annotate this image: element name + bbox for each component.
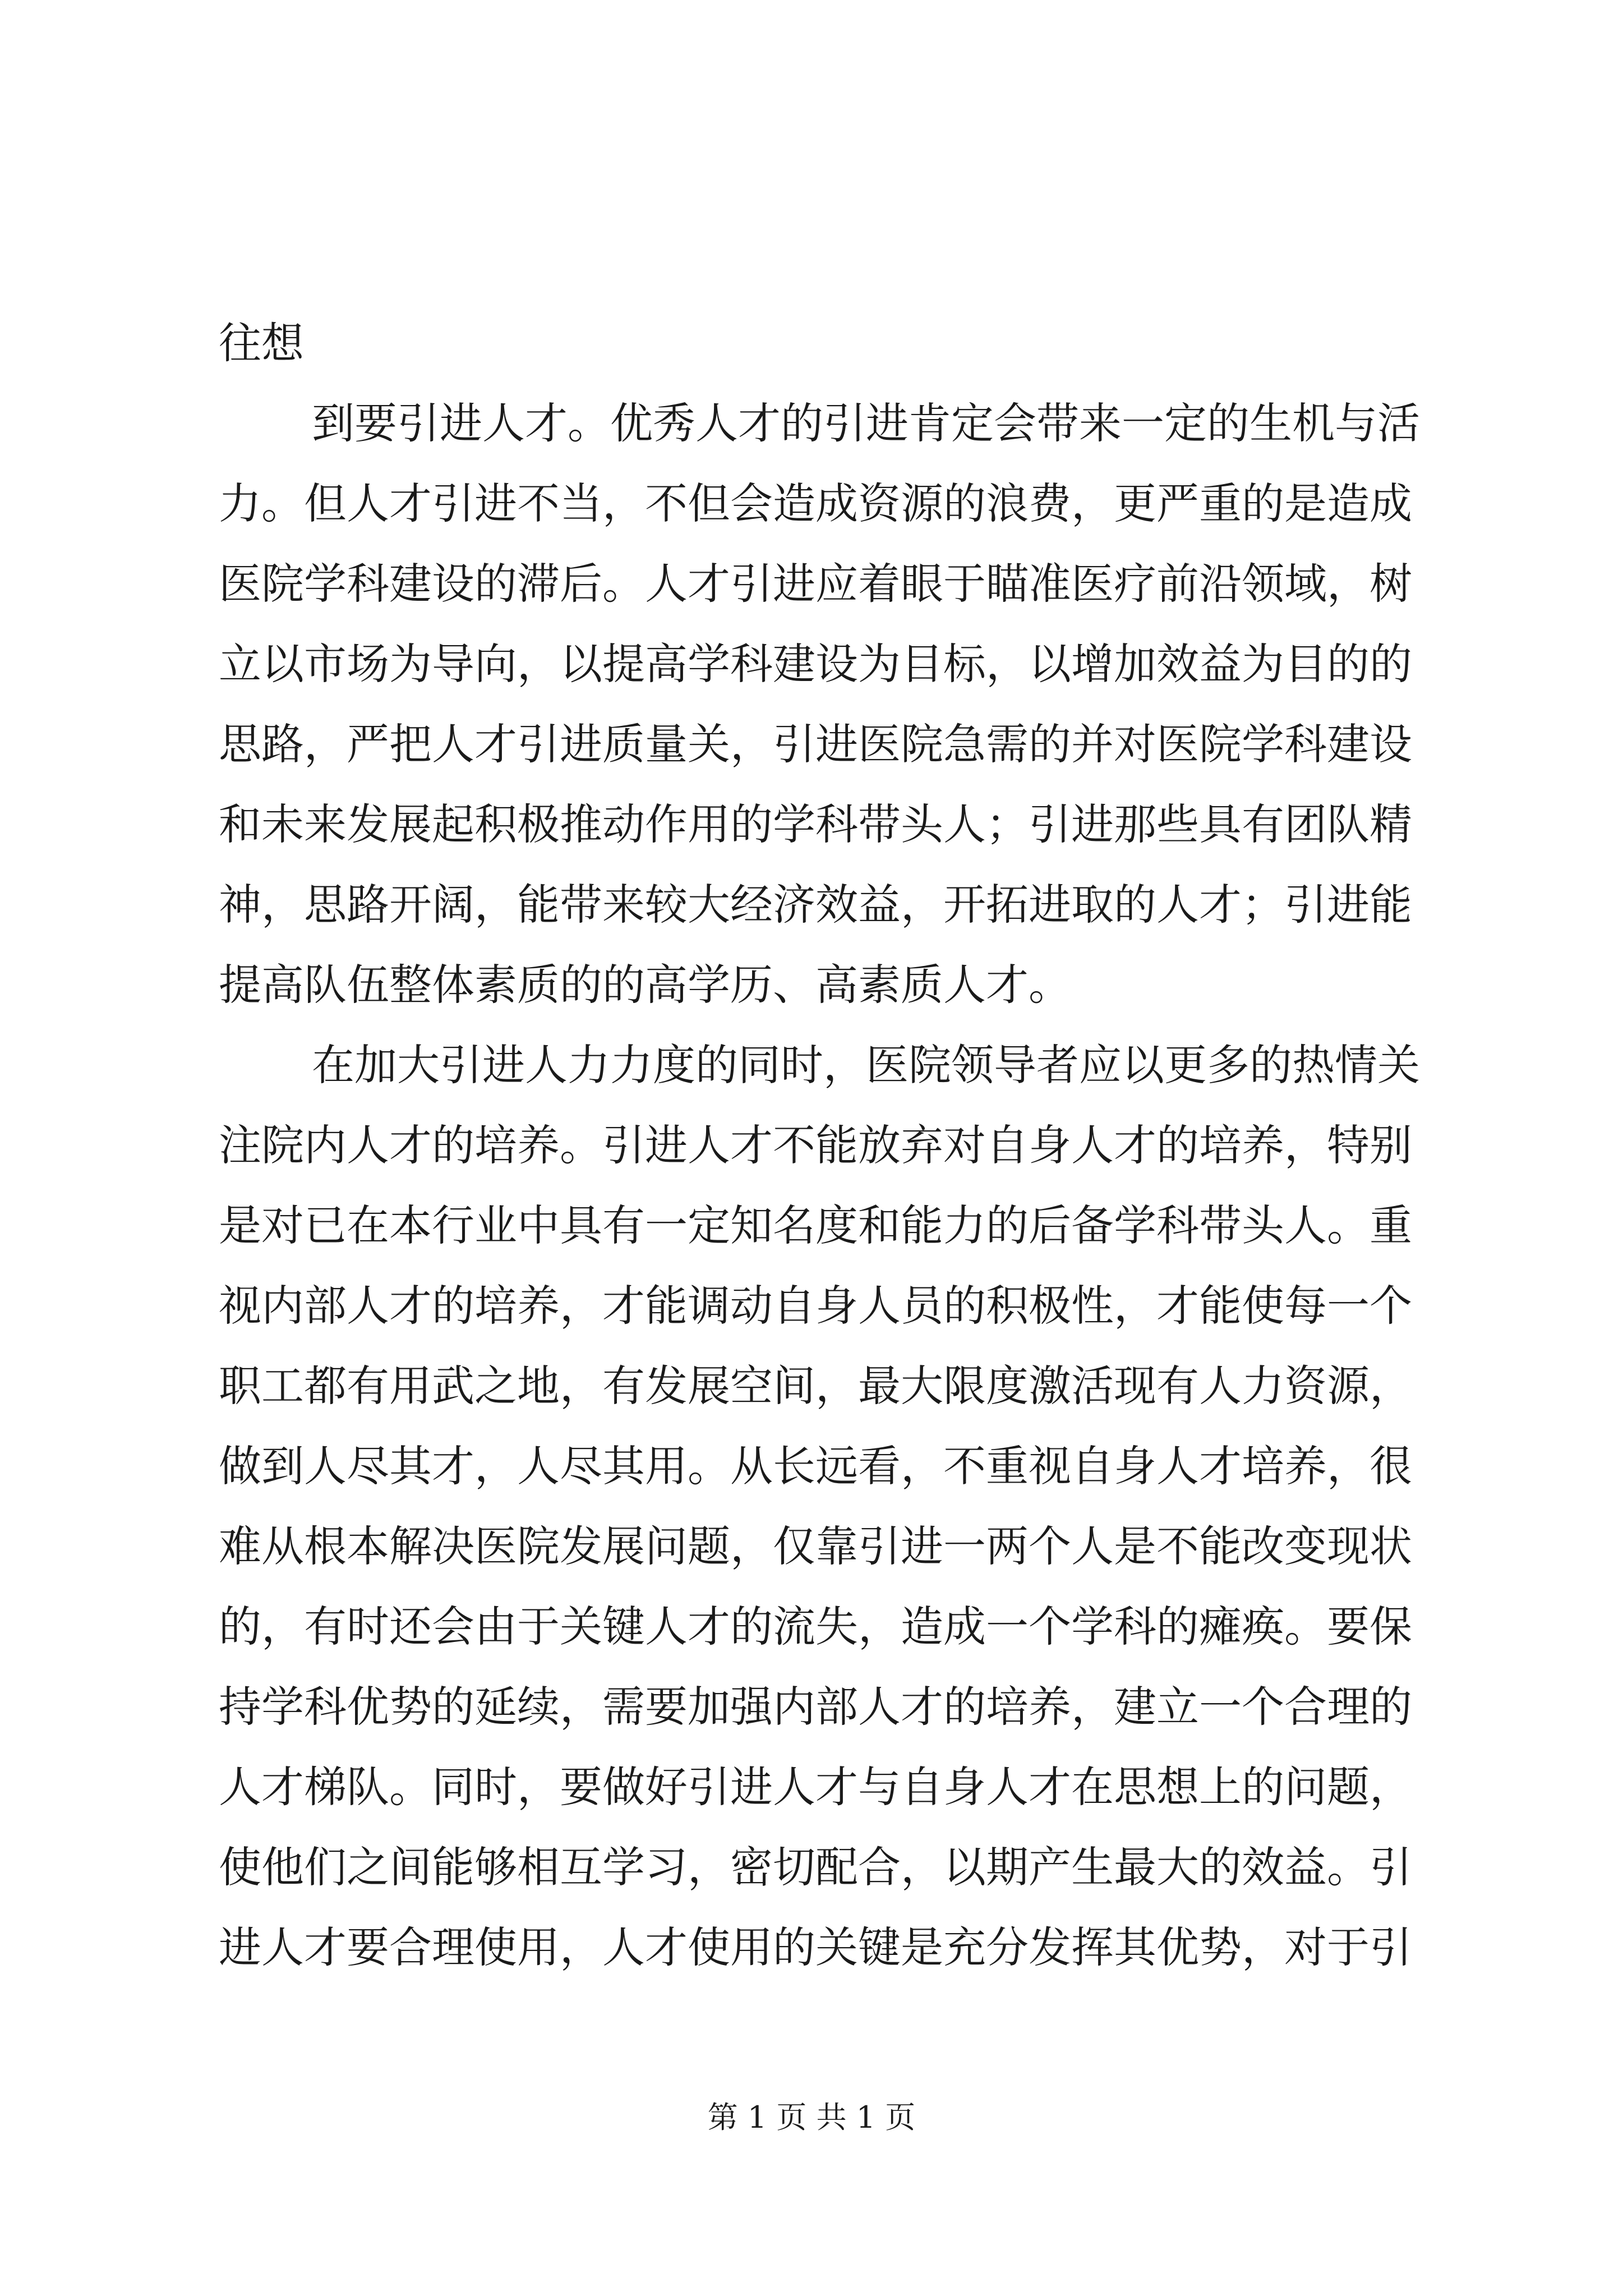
text-line: 做到人尽其才，人尽其用。从长远看，不重视自身人才培养，很 xyxy=(219,1441,1412,1491)
text-line: 人才梯队。同时，要做好引进人才与自身人才在思想上的问题， xyxy=(219,1762,1412,1812)
text-line: 和未来发展起积极推动作用的学科带头人；引进那些具有团队精 xyxy=(219,799,1412,849)
text-line: 进人才要合理使用，人才使用的关键是充分发挥其优势，对于引 xyxy=(219,1922,1412,1972)
text-line: 使他们之间能够相互学习，密切配合，以期产生最大的效益。引 xyxy=(219,1842,1412,1892)
paragraph-first-line: 到要引进人才。优秀人才的引进肯定会带来一定的生机与活 xyxy=(312,398,1420,448)
text-line: 医院学科建设的滞后。人才引进应着眼于瞄准医疗前沿领域，树 xyxy=(219,559,1412,609)
text-line: 难从根本解决医院发展问题，仅靠引进一两个人是不能改变现状 xyxy=(219,1521,1412,1571)
text-line: 注院内人才的培养。引进人才不能放弃对自身人才的培养，特别 xyxy=(219,1120,1412,1170)
text-line: 视内部人才的培养，才能调动自身人员的积极性，才能使每一个 xyxy=(219,1281,1412,1331)
text-line: 的，有时还会由于关键人才的流失，造成一个学科的瘫痪。要保 xyxy=(219,1602,1412,1651)
text-line: 思路，严把人才引进质量关，引进医院急需的并对医院学科建设 xyxy=(219,719,1412,769)
text-line: 立以市场为导向，以提高学科建设为目标，以增加效益为目的的 xyxy=(219,639,1412,689)
text-line: 职工都有用武之地，有发展空间，最大限度激活现有人力资源， xyxy=(219,1361,1412,1411)
document-body xyxy=(219,303,1420,1987)
text-line: 往想 xyxy=(219,318,304,368)
page-number-footer: 第 1 页 共 1 页 xyxy=(707,2100,916,2135)
text-line: 持学科优势的延续，需要加强内部人才的培养，建立一个合理的 xyxy=(219,1682,1412,1732)
text-line: 提高队伍整体素质的的高学历、高素质人才。 xyxy=(219,960,1071,1010)
paragraph-first-line: 在加大引进人力力度的同时，医院领导者应以更多的热情关 xyxy=(312,1040,1420,1090)
text-line: 神，思路开阔，能带来较大经济效益，开拓进取的人才；引进能 xyxy=(219,880,1412,930)
text-line: 是对已在本行业中具有一定知名度和能力的后备学科带头人。重 xyxy=(219,1200,1412,1250)
text-line: 力。但人才引进不当，不但会造成资源的浪费，更严重的是造成 xyxy=(219,478,1412,528)
